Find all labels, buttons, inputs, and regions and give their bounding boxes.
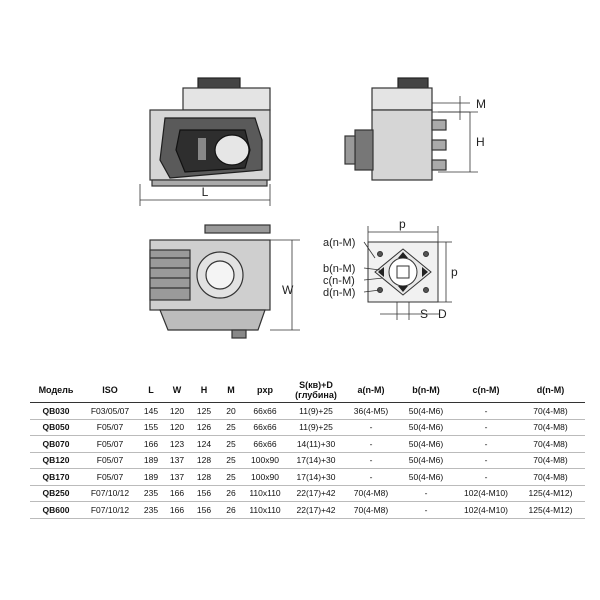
header-l: L (138, 378, 164, 403)
cell-l: 235 (138, 485, 164, 502)
table-row (30, 452, 585, 469)
cell-iso: F05/07 (82, 469, 138, 486)
cell-b: 50(4-M6) (396, 452, 456, 469)
label-c: c(n-M) (323, 275, 355, 287)
side-view (345, 78, 446, 180)
cell-pxp: 66x66 (244, 403, 286, 420)
table-row (30, 502, 585, 519)
cell-h: 126 (190, 419, 218, 436)
cell-a: - (346, 419, 396, 436)
table-header-row (30, 378, 585, 403)
cell-m: 25 (218, 419, 244, 436)
cell-model: QB050 (30, 419, 82, 436)
cell-iso: F07/10/12 (82, 502, 138, 519)
cell-iso: F05/07 (82, 452, 138, 469)
cell-m: 20 (218, 403, 244, 420)
cell-b: 50(4-M6) (396, 469, 456, 486)
cell-a: 70(4-M8) (346, 502, 396, 519)
cell-w: 166 (164, 502, 190, 519)
header-m: M (218, 378, 244, 403)
cell-b: - (396, 502, 456, 519)
header-c: c(n-M) (456, 378, 516, 403)
header-d: d(n-M) (516, 378, 585, 403)
cell-iso: F07/10/12 (82, 485, 138, 502)
cell-c: 102(4-M10) (456, 502, 516, 519)
cell-b: - (396, 485, 456, 502)
cell-w: 120 (164, 403, 190, 420)
cell-c: 102(4-M10) (456, 485, 516, 502)
label-b: b(n-M) (323, 263, 356, 275)
cell-w: 137 (164, 469, 190, 486)
cell-h: 156 (190, 502, 218, 519)
dim-M-label: M (476, 97, 486, 111)
cell-pxp: 66x66 (244, 436, 286, 453)
dim-W-label: W (282, 283, 294, 297)
cell-d: 125(4-M12) (516, 485, 585, 502)
header-model: Модель (30, 378, 82, 403)
cell-s-d: 14(11)+30 (286, 436, 346, 453)
cell-model: QB070 (30, 436, 82, 453)
cell-s-d: 17(14)+30 (286, 452, 346, 469)
cell-c: - (456, 403, 516, 420)
cell-model: QB600 (30, 502, 82, 519)
cell-pxp: 100x90 (244, 452, 286, 469)
cell-d: 70(4-M8) (516, 419, 585, 436)
cell-d: 125(4-M12) (516, 502, 585, 519)
header-iso: ISO (82, 378, 138, 403)
cell-a: 70(4-M8) (346, 485, 396, 502)
cell-c: - (456, 436, 516, 453)
cell-l: 145 (138, 403, 164, 420)
cell-pxp: 110x110 (244, 502, 286, 519)
cell-pxp: 110x110 (244, 485, 286, 502)
cell-a: - (346, 469, 396, 486)
cell-d: 70(4-M8) (516, 403, 585, 420)
cell-h: 124 (190, 436, 218, 453)
cell-iso: F05/07 (82, 436, 138, 453)
front-view (150, 78, 270, 186)
cell-a: - (346, 452, 396, 469)
cell-d: 70(4-M8) (516, 452, 585, 469)
dim-p-top-label: p (399, 217, 406, 231)
cell-m: 25 (218, 452, 244, 469)
table-row (30, 485, 585, 502)
cell-model: QB120 (30, 452, 82, 469)
cell-b: 50(4-M6) (396, 436, 456, 453)
cell-a: - (346, 436, 396, 453)
cell-iso: F03/05/07 (82, 403, 138, 420)
cell-l: 235 (138, 502, 164, 519)
dimension-L (140, 184, 270, 206)
cell-d: 70(4-M8) (516, 436, 585, 453)
cell-m: 26 (218, 485, 244, 502)
cell-w: 120 (164, 419, 190, 436)
cell-w: 137 (164, 452, 190, 469)
cell-s-d: 11(9)+25 (286, 419, 346, 436)
table-row (30, 403, 585, 420)
cell-b: 50(4-M6) (396, 419, 456, 436)
cell-pxp: 66x66 (244, 419, 286, 436)
cell-w: 123 (164, 436, 190, 453)
header-a: a(n-M) (346, 378, 396, 403)
cell-h: 156 (190, 485, 218, 502)
cell-m: 25 (218, 436, 244, 453)
header-b: b(n-M) (396, 378, 456, 403)
cell-m: 26 (218, 502, 244, 519)
table-row (30, 469, 585, 486)
header-pxp: pxp (244, 378, 286, 403)
cell-h: 128 (190, 452, 218, 469)
label-d: d(n-M) (323, 287, 356, 299)
cell-d: 70(4-M8) (516, 469, 585, 486)
table-row (30, 419, 585, 436)
cell-model: QB250 (30, 485, 82, 502)
cell-l: 155 (138, 419, 164, 436)
cell-h: 128 (190, 469, 218, 486)
cell-model: QB170 (30, 469, 82, 486)
cell-l: 166 (138, 436, 164, 453)
cell-c: - (456, 419, 516, 436)
cell-s-d: 11(9)+25 (286, 403, 346, 420)
header-s-d: S(кв)+D (глубина) (286, 378, 346, 403)
cell-w: 166 (164, 485, 190, 502)
cell-iso: F05/07 (82, 419, 138, 436)
dim-H-label: H (476, 135, 485, 149)
cell-s-d: 22(17)+42 (286, 502, 346, 519)
dim-D-label: D (438, 307, 447, 321)
label-a: a(n-M) (323, 237, 356, 249)
header-h: H (190, 378, 218, 403)
cell-c: - (456, 452, 516, 469)
cell-a: 36(4-M5) (346, 403, 396, 420)
cell-s-d: 22(17)+42 (286, 485, 346, 502)
cell-model: QB030 (30, 403, 82, 420)
spec-table (30, 378, 585, 519)
cell-h: 125 (190, 403, 218, 420)
cell-l: 189 (138, 452, 164, 469)
cell-b: 50(4-M6) (396, 403, 456, 420)
header-w: W (164, 378, 190, 403)
cell-m: 25 (218, 469, 244, 486)
cell-l: 189 (138, 469, 164, 486)
dim-L-label: L (201, 185, 209, 199)
cell-s-d: 17(14)+30 (286, 469, 346, 486)
dim-S-label: S (420, 307, 429, 321)
flange-view (368, 242, 438, 302)
dim-p-side-label: p (451, 265, 458, 279)
top-view (150, 225, 270, 338)
cell-c: - (456, 469, 516, 486)
cell-pxp: 100x90 (244, 469, 286, 486)
table-row (30, 436, 585, 453)
